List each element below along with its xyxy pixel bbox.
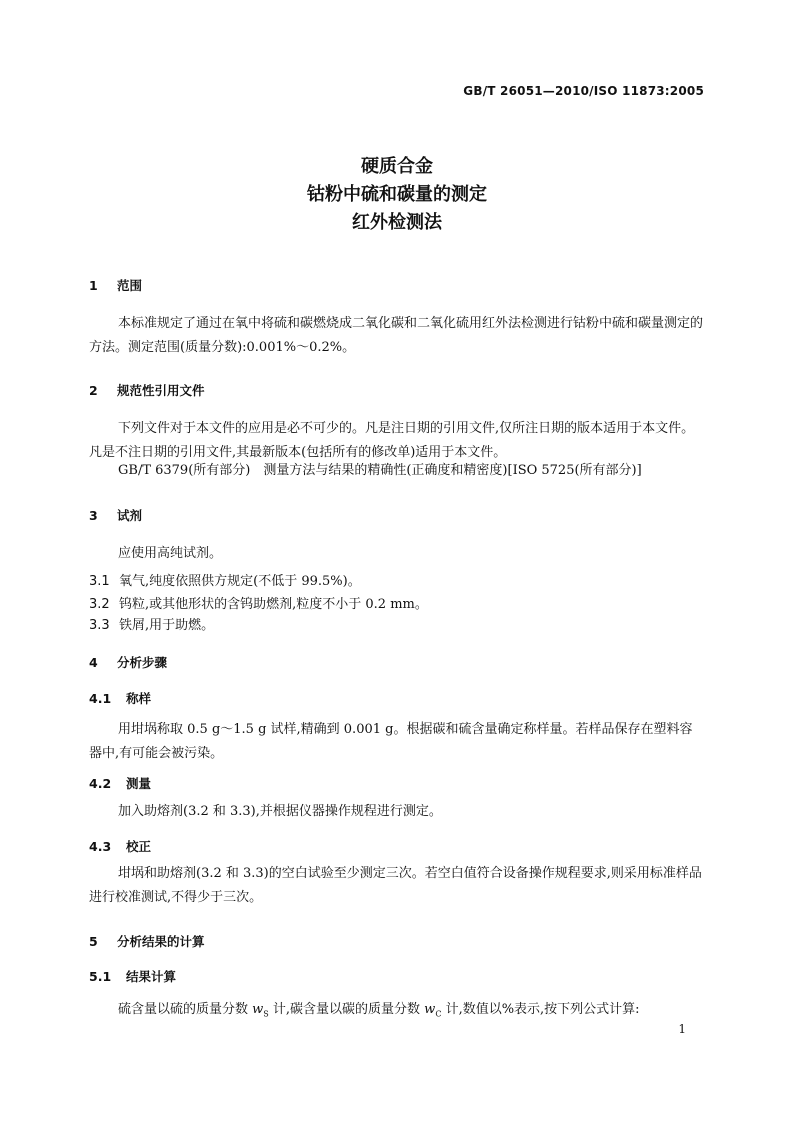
paragraph-text: 计,数值以%表示,按下列公式计算: xyxy=(441,1002,640,1017)
subsection-4-3-paragraph xyxy=(89,862,705,910)
section-title: 校正 xyxy=(126,839,152,854)
reference-text: GB/T 6379(所有部分) 测量方法与结果的精确性(正确度和精密度)[ISO 5725(所有部分)] xyxy=(118,463,642,478)
reagent-item xyxy=(89,593,428,612)
section-number: 4.3 xyxy=(89,839,112,854)
doc-title-line2: 钴粉中硫和碳量的测定 xyxy=(307,184,487,205)
section-number: 4 xyxy=(89,655,98,670)
doc-title-line1: 硬质合金 xyxy=(361,156,433,177)
item-text: 铁屑,用于助燃。 xyxy=(119,618,215,633)
section-2-paragraph xyxy=(89,417,705,465)
section-number: 1 xyxy=(89,278,98,293)
section-title: 结果计算 xyxy=(126,969,177,984)
subscript-s: S xyxy=(263,1009,269,1019)
normative-reference xyxy=(89,459,705,483)
section-title: 规范性引用文件 xyxy=(117,383,205,398)
page-number: 1 xyxy=(678,1022,686,1036)
paragraph-text: 本标准规定了通过在氧中将硫和碳燃烧成二氧化碳和二氧化硫用红外法检测进行钴粉中硫和碳量测定的方法。测定范围(质量分数):0.001%～0.2%。 xyxy=(89,316,704,355)
section-title: 试剂 xyxy=(117,508,143,523)
section-number: 4.2 xyxy=(89,776,112,791)
reagent-item xyxy=(89,570,361,589)
paragraph-text: 应使用高纯试剂。 xyxy=(118,546,223,561)
paragraph-text: 计,碳含量以碳的质量分数 xyxy=(268,1002,425,1017)
section-title: 称样 xyxy=(126,691,152,706)
section-title: 范围 xyxy=(117,278,143,293)
section-number: 2 xyxy=(89,383,98,398)
section-3-paragraph xyxy=(89,542,705,566)
subsection-4-2-heading xyxy=(89,774,151,792)
section-title: 分析结果的计算 xyxy=(117,934,205,949)
item-text: 钨粒,或其他形状的含钨助燃剂,粒度不小于 0.2 mm。 xyxy=(119,597,428,612)
section-title: 分析步骤 xyxy=(117,655,168,670)
section-1-paragraph xyxy=(89,312,705,360)
item-number: 3.1 xyxy=(89,574,110,589)
section-1-heading xyxy=(89,276,142,294)
paragraph-text: 用坩埚称取 0.5 g～1.5 g 试样,精确到 0.001 g。根据碳和硫含量确定称样量。若样品保存在塑料容器中,有可能会被污染。 xyxy=(89,722,693,761)
variable-w: w xyxy=(424,1002,436,1017)
section-title: 测量 xyxy=(126,776,152,791)
paragraph-text: 硫含量以硫的质量分数 xyxy=(118,1002,253,1017)
subsection-5-1-heading xyxy=(89,967,176,985)
section-4-heading xyxy=(89,653,167,671)
subsection-4-2-paragraph xyxy=(89,800,705,824)
standard-code: GB/T 26051—2010/ISO 11873:2005 xyxy=(463,84,704,98)
section-number: 5.1 xyxy=(89,969,112,984)
section-5-heading xyxy=(89,932,205,950)
variable-w: w xyxy=(252,1002,264,1017)
doc-title-line3: 红外检测法 xyxy=(352,212,442,233)
subscript-c: C xyxy=(435,1009,442,1019)
section-3-heading xyxy=(89,506,142,524)
subsection-4-3-heading xyxy=(89,837,151,855)
paragraph-text: 坩埚和助熔剂(3.2 和 3.3)的空白试验至少测定三次。若空白值符合设备操作规程要求,则采用标准样品进行校准测试,不得少于三次。 xyxy=(89,866,702,905)
section-2-heading xyxy=(89,381,205,399)
subsection-4-1-paragraph xyxy=(89,718,705,766)
reagent-item xyxy=(89,614,214,633)
section-number: 5 xyxy=(89,934,98,949)
subsection-4-1-heading xyxy=(89,689,151,707)
paragraph-text: 下列文件对于本文件的应用是必不可少的。凡是注日期的引用文件,仅所注日期的版本适用于本文件。凡是不注日期的引用文件,其最新版本(包括所有的修改单)适用于本文件。 xyxy=(89,421,695,460)
section-number: 3 xyxy=(89,508,98,523)
paragraph-text: 加入助熔剂(3.2 和 3.3),并根据仪器操作规程进行测定。 xyxy=(118,804,442,819)
subsection-5-1-paragraph xyxy=(89,998,705,1027)
item-number: 3.2 xyxy=(89,597,110,612)
item-text: 氧气,纯度依照供方规定(不低于 99.5%)。 xyxy=(119,574,361,589)
section-number: 4.1 xyxy=(89,691,112,706)
item-number: 3.3 xyxy=(89,618,110,633)
